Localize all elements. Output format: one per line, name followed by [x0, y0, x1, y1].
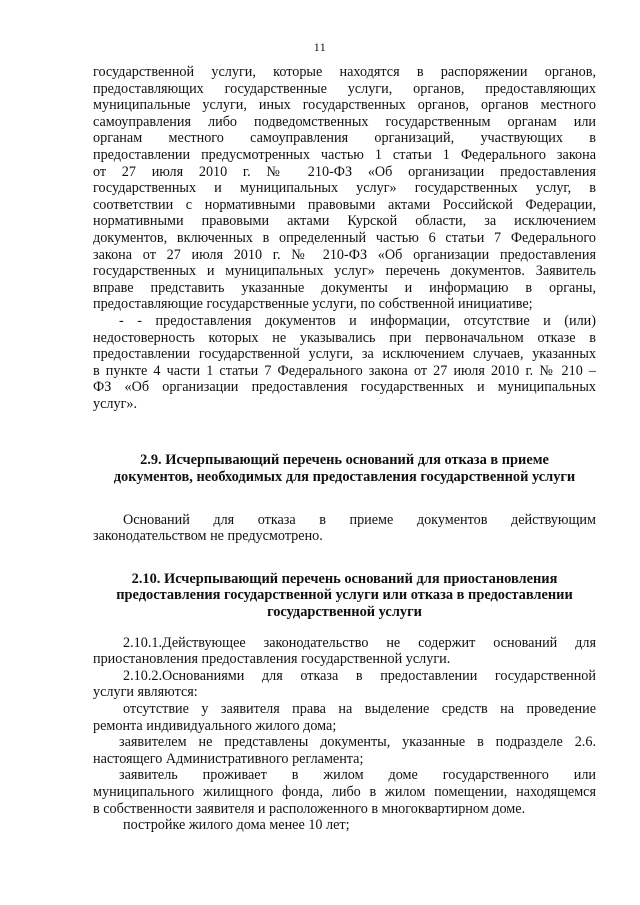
text-line: приостановления предоставления государственной услуги.	[93, 651, 451, 668]
text-line: самоуправления либо подведомственных государственным органам или	[93, 113, 596, 130]
paragraph-no-right	[93, 701, 596, 734]
text-line: недостоверность которых не указывались при первоначальном отказе в	[93, 329, 596, 346]
text-line: нормативными правовыми актами Курской области, за исключением	[93, 213, 596, 230]
paragraph-housing	[93, 767, 596, 817]
text-line: постройке жилого дома менее 10 лет;	[123, 817, 350, 834]
text-line: 2.10.2.Основаниями для отказа в предоставлении государственной	[123, 667, 596, 684]
text-line: муниципального жилищного фонда, либо в жилом помещении, находящемся	[93, 783, 596, 800]
text-line: отсутствие у заявителя права на выделение средств на проведение	[123, 701, 596, 717]
paragraph-2-10-2	[93, 668, 596, 701]
text-line: услуги являются:	[93, 684, 198, 701]
text-line: в собственности заявителя и расположенного в многоквартирном доме.	[93, 800, 526, 817]
section-heading-2-9	[93, 452, 596, 485]
heading-line: государственной услуги	[267, 604, 422, 621]
page-number: 11	[313, 40, 327, 54]
text-line: заявителем не представлены документы, указанные в подразделе 2.6.	[119, 734, 596, 751]
text-line: документов, включенных в определенный частью 6 статьи 7 Федерального	[93, 229, 596, 246]
text-line: Оснований для отказа в приеме документов действующим	[123, 511, 596, 528]
paragraph-refusal-documents	[93, 313, 596, 413]
text-line: органам местного самоуправления организаций, участвующих в	[93, 130, 596, 147]
paragraph-documents-in-possession	[93, 64, 596, 313]
text-line: предоставляющих государственные услуги, органов, предоставляющих	[93, 80, 596, 97]
text-line: услуг».	[93, 395, 138, 412]
text-line: настоящего Административного регламента;	[93, 750, 364, 767]
paragraph-no-grounds-refusal	[93, 512, 596, 545]
text-line: государственных и муниципальных услуг» перечень документов. Заявитель	[93, 263, 596, 280]
text-line: ремонта индивидуального жилого дома;	[93, 717, 337, 734]
text-line: вправе представить указанные документы и информацию в органы,	[93, 279, 596, 296]
text-line: государственных и муниципальных услуг» государственных услуг, в	[93, 180, 596, 197]
heading-line: 2.9. Исчерпывающий перечень оснований для отказа в приеме	[140, 452, 549, 469]
text-line: от 27 июля 2010 г. № 210-ФЗ «Об организации предоставления	[93, 163, 596, 180]
text-line: государственной услуги, которые находятся в распоряжении органов,	[93, 64, 596, 80]
heading-line: документов, необходимых для предоставления государственной услуги	[113, 469, 576, 486]
text-line: законодательством не предусмотрено.	[93, 528, 323, 545]
text-line: заявитель проживает в жилом доме государственного или	[119, 767, 596, 784]
document-body	[93, 64, 596, 834]
text-line: в пункте 4 части 1 статьи 7 Федерального закона от 27 июля 2010 г. № 210 –	[93, 362, 596, 379]
text-line: муниципальные услуги, иных государственных органов, органов местного	[93, 97, 596, 114]
text-line: предоставлении предусмотренных частью 1 статьи 1 Федерального закона	[93, 146, 596, 163]
paragraph-2-10-1	[93, 635, 596, 668]
paragraph-house-age	[93, 817, 596, 834]
text-line: закона от 27 июля 2010 г. № 210-ФЗ «Об организации предоставления	[93, 246, 596, 263]
text-line: ФЗ «Об организации предоставления государственных и муниципальных	[93, 379, 596, 396]
heading-line: 2.10. Исчерпывающий перечень оснований для приостановления	[131, 570, 558, 587]
heading-line: предоставления государственной услуги или отказа в предоставлении	[116, 587, 573, 604]
text-line: предоставляющие государственные услуги, по собственной инициативе;	[93, 296, 533, 313]
text-line: предоставлении государственной услуги, за исключением случаев, указанных	[93, 346, 596, 363]
text-line: соответствии с нормативными правовыми актами Российской Федерации,	[93, 196, 596, 213]
paragraph-no-documents	[93, 734, 596, 767]
text-line: - - предоставления документов и информации, отсутствие и (или)	[119, 312, 596, 329]
text-line: 2.10.1.Действующее законодательство не содержит оснований для	[123, 634, 596, 651]
section-heading-2-10	[93, 571, 596, 621]
